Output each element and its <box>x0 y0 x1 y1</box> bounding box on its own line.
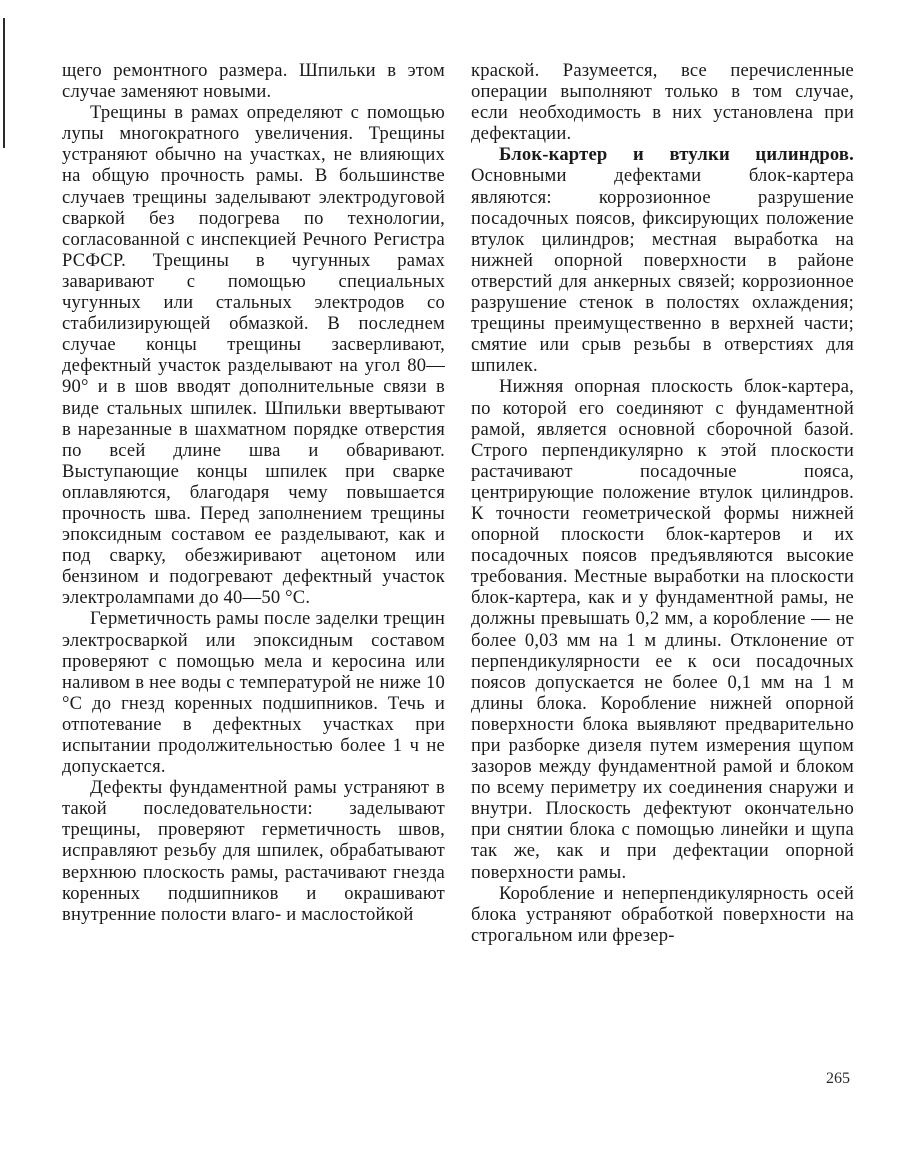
paragraph: Нижняя опорная плоскость блок-картера, по которой его соединяют с фундаментной рамой, является основной сборочной базой. Строго перпендикулярно к этой плоскости растачивают посадочные пояса, центрирующие положение втулок цилиндров. К точности геометрической формы нижней опорной плоскости блок-картеров и их посадочных поясов предъявляются высокие требования. Местные выработки на плоскости блок-картера, как и у фундаментной рамы, не должны превышать 0,2 мм, а коробление — не более 0,03 мм на 1 м длины. Отклонение от перпендикулярности ее к оси посадочных поясов допускается не более 0,1 мм на 1 м длины блока. Коробление нижней опорной поверхности блока выявляют предварительно при разборке дизеля путем измерения щупом зазоров между фундаментной рамой и блоком по всему периметру их соединения снаружи и внутри. Плоскость дефектуют окончательно при снятии блока с помощью линейки и щупа так же, как и при дефектации опорной поверхности рамы. <box>471 376 854 883</box>
section-heading: Блок-картер и втулки цилиндров. <box>499 144 854 166</box>
paragraph: Герметичность рамы после заделки трещин электросваркой или эпоксидным составом проверяют с помощью мела и керосина или наливом в нее воды с температурой не ниже 10 °С до гнезд коренных подшипников. Течь и отпотевание в дефектных участках при испытании продолжительностью более 1 ч не допускается. <box>62 608 445 778</box>
scan-margin-line <box>3 18 5 148</box>
section-body: Основными дефектами блок-картера являются: коррозионное разрушение посадочных поясов, фиксирующих положение втулок цилиндров; местная выработка на нижней опорной поверхности в районе отверстий для анкерных связей; коррозионное разрушение стенок в полостях охлаждения; трещины преимущественно в верхней части; смятие или срыв резьбы в отверстиях для шпилек. <box>471 165 854 377</box>
paragraph: Трещины в рамах определяют с помощью лупы многократного увеличения. Трещины устраняют обычно на участках, не влияющих на общую прочность рамы. В большинстве случаев трещины заделывают электродуговой сваркой без подогрева по технологии, согласованной с инспекцией Речного Регистра РСФСР. Трещины в чугунных рамах заваривают с помощью специальных чугунных или стальных электродов со стабилизирующей обмазкой. В последнем случае концы трещины засверливают, дефектный участок разделывают на угол 80—90° и в шов вводят дополнительные связи в виде стальных шпилек. Шпильки ввертывают в нарезанные в шахматном порядке отверстия по всей длине шва и обваривают. Выступающие концы шпилек при сварке оплавляются, благодаря чему повышается прочность шва. Перед заполнением трещины эпоксидным составом ее разделывают, как и под сварку, обезжиривают ацетоном или бензином и подогревают дефектный участок электролампами до 40—50 °С. <box>62 102 445 609</box>
paragraph: Коробление и неперпендикулярность осей блока устраняют обработкой поверхности на строгальном или фрезер- <box>471 882 854 946</box>
paragraph: щего ремонтного размера. Шпильки в этом случае заменяют новыми. <box>62 60 445 103</box>
paragraph: Дефекты фундаментной рамы устраняют в такой последовательности: заделывают трещины, проверяют герметичность швов, исправляют резьбу для шпилек, обрабатывают верхнюю плоскость рамы, растачивают гнезда коренных подшипников и окрашивают внутренние полости влаго- и маслостойкой <box>62 777 445 925</box>
section-paragraph <box>471 144 854 376</box>
right-text-column <box>471 60 854 946</box>
left-text-column <box>62 60 445 925</box>
paragraph: краской. Разумеется, все перечисленные операции выполняют только в том случае, если необходимость в них установлена при дефектации. <box>471 60 854 145</box>
page-number: 265 <box>826 1070 850 1087</box>
